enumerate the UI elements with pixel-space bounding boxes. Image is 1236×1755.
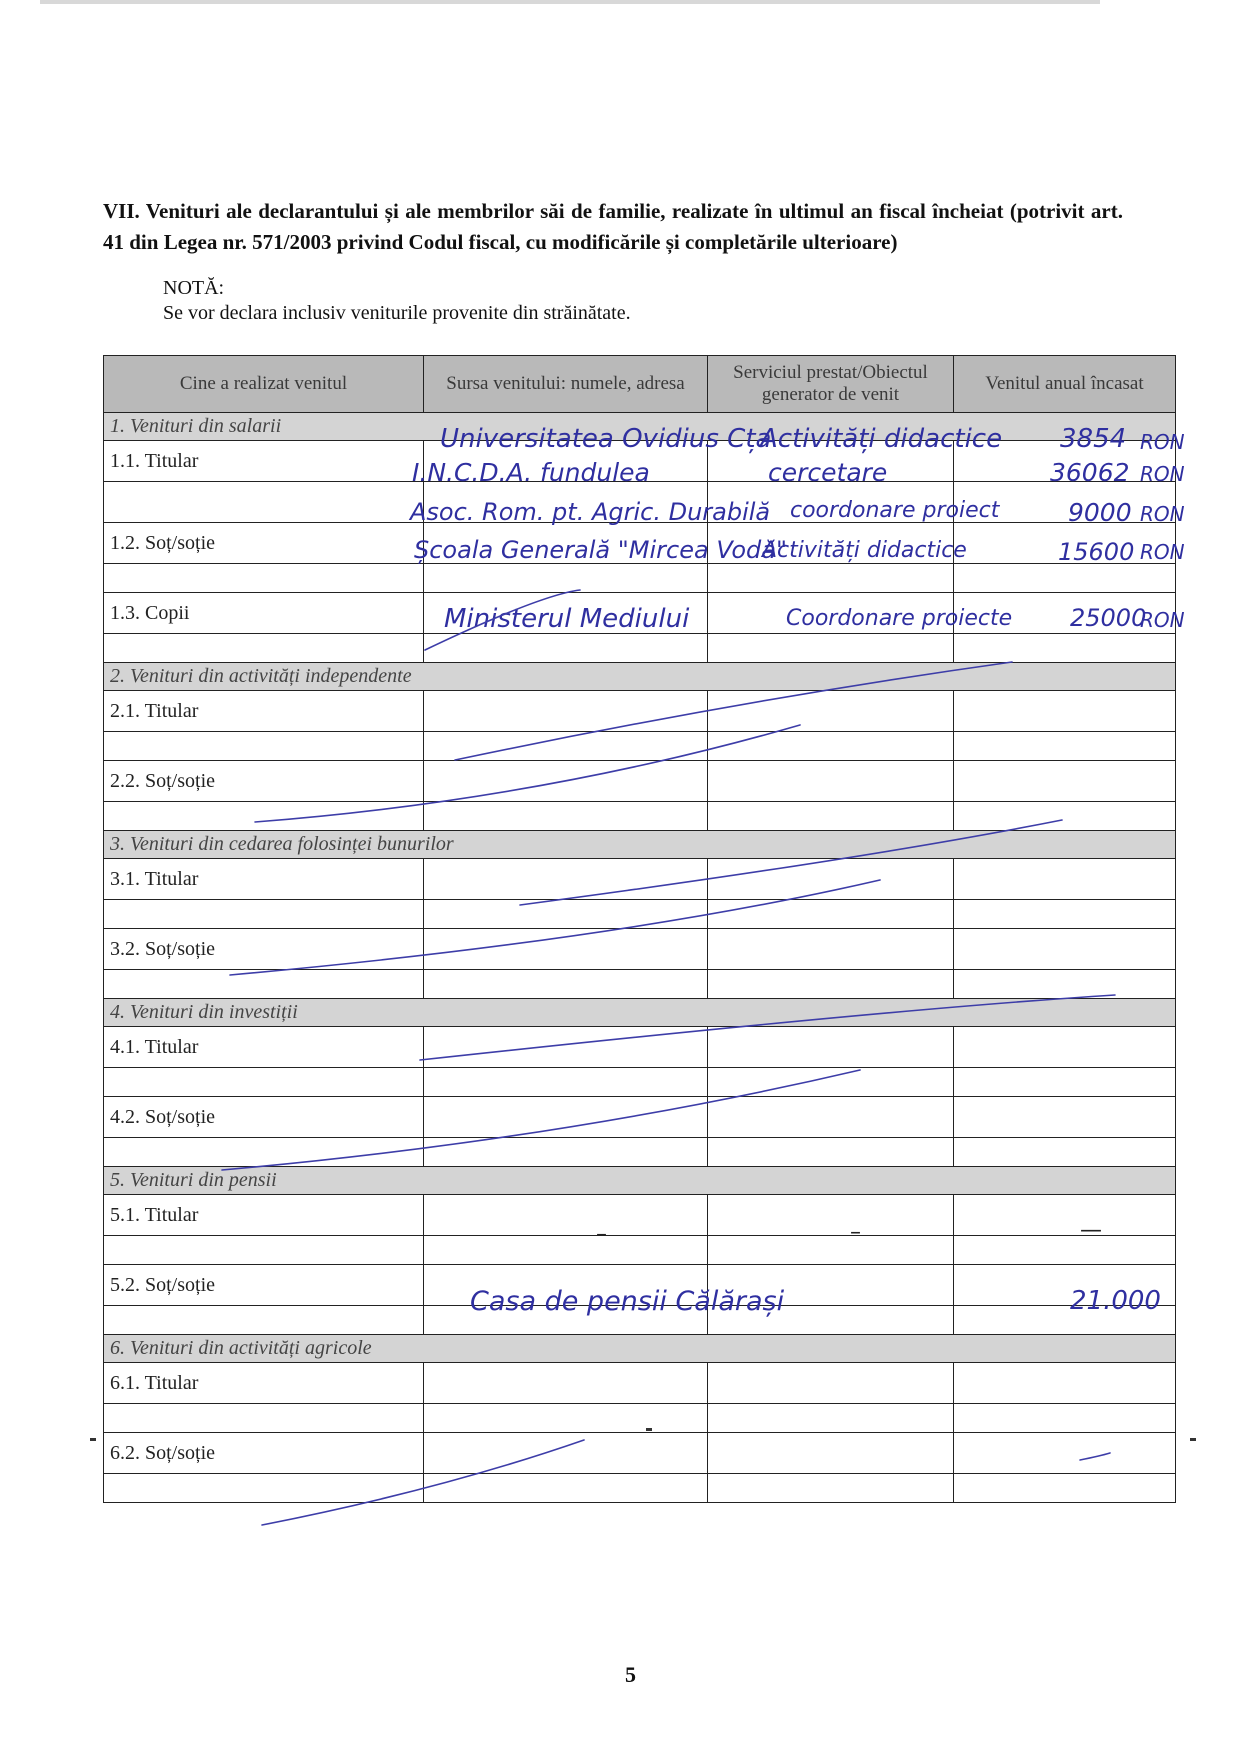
row-label: 5.1. Titular (104, 1195, 424, 1236)
row-label: 6.1. Titular (104, 1363, 424, 1404)
section-title: 2. Venituri din activități independente (104, 663, 1176, 691)
handwritten-source: Casa de pensii Călărași (470, 1286, 785, 1317)
row-label: 1.1. Titular (104, 441, 424, 482)
handwritten-amount: 21.000 (1070, 1286, 1161, 1316)
row-label: 6.2. Soț/soție (104, 1433, 424, 1474)
handwritten-amount: 15600 (1058, 538, 1135, 566)
header-cell: Serviciul prestat/Obiectul generator de venit (708, 356, 954, 413)
scan-mark (646, 1428, 652, 1431)
handwritten-service: coordonare proiect (790, 498, 1000, 523)
handwritten-service: Activități didactice (762, 538, 967, 563)
handwritten-source: Școala Generală "Mircea Vodă" (414, 536, 787, 564)
handwritten-currency: RON (1140, 502, 1185, 526)
handwritten-service: cercetare (768, 458, 888, 487)
handwritten-currency: RON (1140, 608, 1185, 632)
handwritten-currency: RON (1140, 430, 1185, 454)
note-text: Se vor declara inclusiv veniturile provenite din străinătate. (163, 302, 631, 324)
scan-mark (1190, 1438, 1196, 1441)
section-title: 5. Venituri din pensii (104, 1167, 1176, 1195)
row-label: 2.2. Soț/soție (104, 761, 424, 802)
handwritten-currency: RON (1140, 540, 1185, 564)
handwritten-source: Asoc. Rom. pt. Agric. Durabilă (410, 498, 771, 526)
row-label: 1.3. Copii (104, 593, 424, 634)
handwritten-amount: 25000 (1070, 604, 1147, 632)
handwritten-amount: 3854 (1060, 424, 1127, 454)
handwritten-service: Activități didactice (760, 424, 1003, 454)
strike-line (1080, 1453, 1110, 1460)
strike-line (262, 1440, 584, 1525)
handwritten-source: I.N.C.D.A. fundulea (412, 458, 650, 487)
strike-line (420, 995, 1115, 1060)
row-label: 2.1. Titular (104, 691, 424, 732)
handwritten-currency: RON (1140, 462, 1185, 486)
handwritten-service: Coordonare proiecte (786, 606, 1013, 631)
handwritten-source: Ministerul Mediului (444, 604, 690, 634)
header-cell: Cine a realizat venitul (104, 356, 424, 413)
row-label: 1.2. Soț/soție (104, 523, 424, 564)
strike-line (222, 1070, 860, 1170)
strike-line (520, 820, 1062, 905)
strike-line (255, 725, 800, 822)
scan-mark (90, 1438, 96, 1441)
section-heading: VII. Venituri ale declarantului și ale membrilor săi de familie, realizate în ultimul an fiscal încheiat (potrivit art. 41 din Legea nr. 571/2003 privind Codul fiscal, cu modificările și completările ulterioare) (103, 199, 1123, 254)
row-label: 3.1. Titular (104, 859, 424, 900)
handwritten-source: Universitatea Ovidius Cța (440, 424, 772, 454)
section-title: 3. Venituri din cedarea folosinței bunurilor (104, 831, 1176, 859)
strike-line (230, 880, 880, 975)
strike-line (425, 590, 580, 650)
handwritten-amount: 9000 (1068, 498, 1132, 527)
section-title: 6. Venituri din activități agricole (104, 1335, 1176, 1363)
header-cell: Venitul anual încasat (954, 356, 1176, 413)
dash-mark: – (596, 1222, 607, 1247)
note-label: NOTĂ: (163, 277, 225, 299)
dash-mark: — (1080, 1218, 1102, 1243)
row-label: 4.2. Soț/soție (104, 1097, 424, 1138)
page-number: 5 (625, 1662, 636, 1687)
strike-line (455, 662, 1012, 760)
dash-mark: – (850, 1220, 861, 1245)
section-title: 4. Venituri din investiții (104, 999, 1176, 1027)
row-label: 3.2. Soț/soție (104, 929, 424, 970)
row-label: 4.1. Titular (104, 1027, 424, 1068)
section-title: 1. Venituri din salarii (104, 413, 1176, 441)
header-cell: Sursa venitului: numele, adresa (424, 356, 708, 413)
row-label: 5.2. Soț/soție (104, 1265, 424, 1306)
handwritten-amount: 36062 (1050, 458, 1130, 487)
